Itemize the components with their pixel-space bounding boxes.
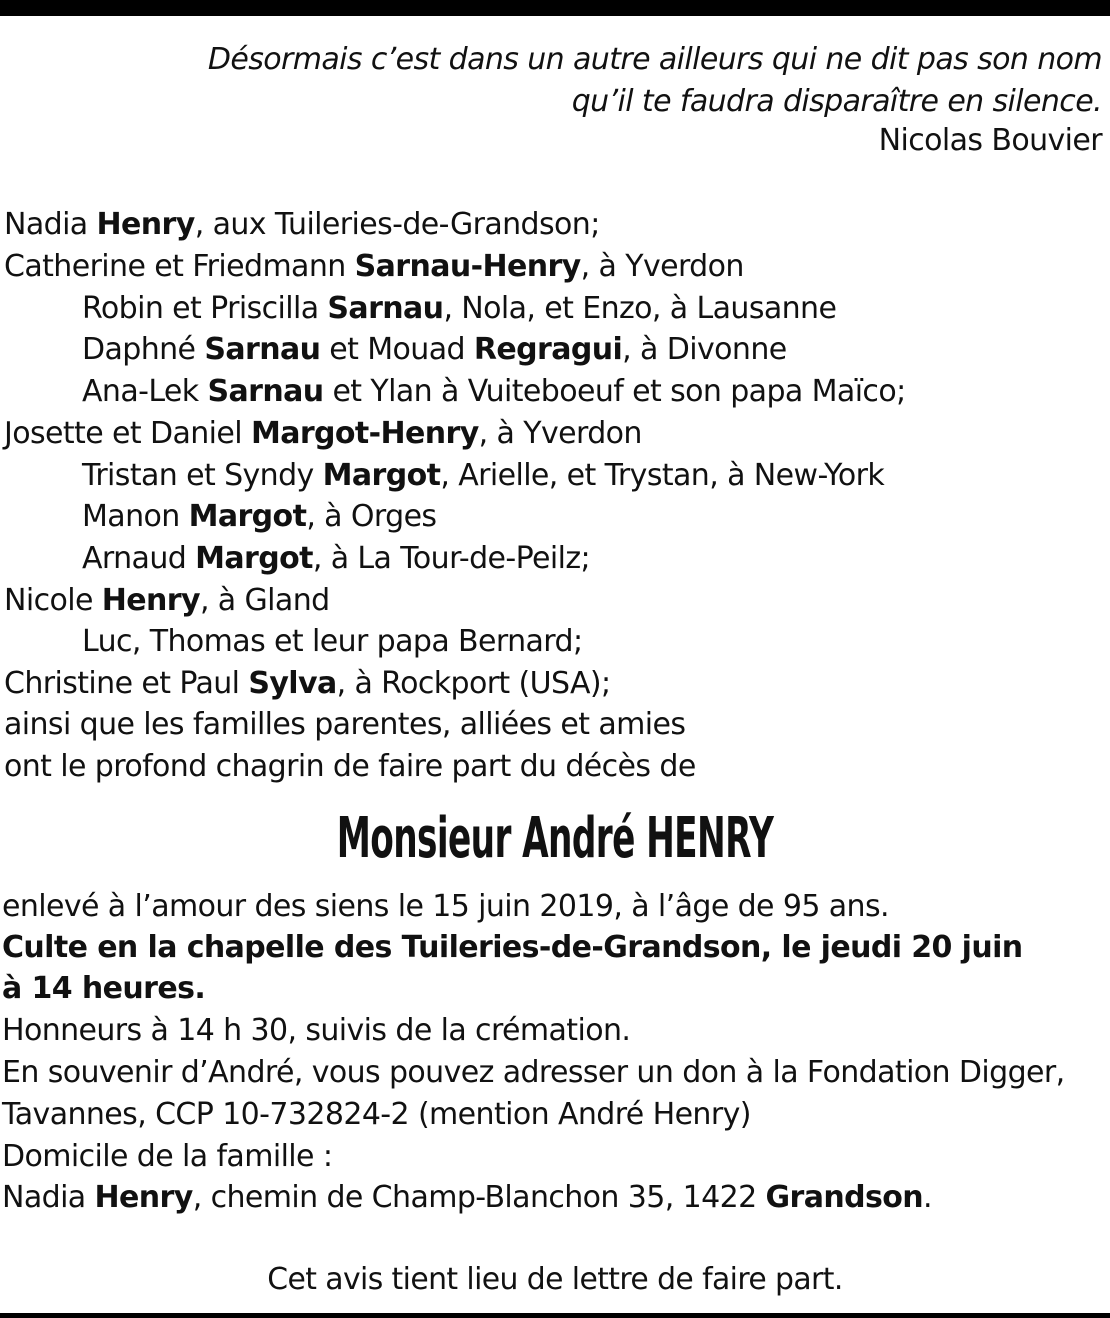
- epigraph-author: Nicolas Bouvier: [878, 123, 1102, 158]
- bottom-border-rule: [0, 1313, 1110, 1318]
- footer-notice: Cet avis tient lieu de lettre de faire part.: [267, 1262, 843, 1297]
- family-line: Catherine et Friedmann Sarnau-Henry, à Yverdon: [4, 249, 744, 284]
- family-line: Nadia Henry, aux Tuileries-de-Grandson;: [4, 207, 600, 242]
- family-line: Daphné Sarnau et Mouad Regragui, à Divonne: [82, 332, 787, 367]
- family-line: Nicole Henry, à Gland: [4, 583, 330, 618]
- family-line: Christine et Paul Sylva, à Rockport (USA);: [4, 666, 611, 701]
- family-line: Arnaud Margot, à La Tour-de-Peilz;: [82, 541, 591, 576]
- family-line: Manon Margot, à Orges: [82, 499, 437, 534]
- family-line: ainsi que les familles parentes, alliées et amies: [4, 707, 686, 742]
- family-line: Tristan et Syndy Margot, Arielle, et Trystan, à New-York: [82, 458, 885, 493]
- family-line: Robin et Priscilla Sarnau, Nola, et Enzo, à Lausanne: [82, 291, 837, 326]
- service-line-2: à 14 heures.: [2, 971, 206, 1006]
- family-line: ont le profond chagrin de faire part du décès de: [4, 749, 696, 784]
- top-border-rule: [0, 0, 1110, 16]
- family-line: Josette et Daniel Margot-Henry, à Yverdon: [4, 416, 642, 451]
- honours-line: Honneurs à 14 h 30, suivis de la crémation.: [2, 1013, 631, 1048]
- deceased-name: Monsieur André HENRY: [336, 806, 774, 871]
- family-line: Ana-Lek Sarnau et Ylan à Vuiteboeuf et son papa Maïco;: [82, 374, 906, 409]
- epigraph-line-2: qu’il te faudra disparaître en silence.: [571, 84, 1102, 119]
- donation-line-2: Tavannes, CCP 10-732824-2 (mention André Henry): [2, 1097, 751, 1132]
- service-line-1: Culte en la chapelle des Tuileries-de-Grandson, le jeudi 20 juin: [2, 930, 1023, 965]
- address-line: Nadia Henry, chemin de Champ-Blanchon 35, 1422 Grandson.: [2, 1180, 932, 1215]
- family-line: Luc, Thomas et leur papa Bernard;: [82, 624, 583, 659]
- donation-line-1: En souvenir d’André, vous pouvez adresser un don à la Fondation Digger,: [2, 1055, 1065, 1090]
- death-date-line: enlevé à l’amour des siens le 15 juin 2019, à l’âge de 95 ans.: [2, 889, 889, 924]
- epigraph-line-1: Désormais c’est dans un autre ailleurs qui ne dit pas son nom: [207, 42, 1102, 77]
- domicile-label: Domicile de la famille :: [2, 1139, 333, 1174]
